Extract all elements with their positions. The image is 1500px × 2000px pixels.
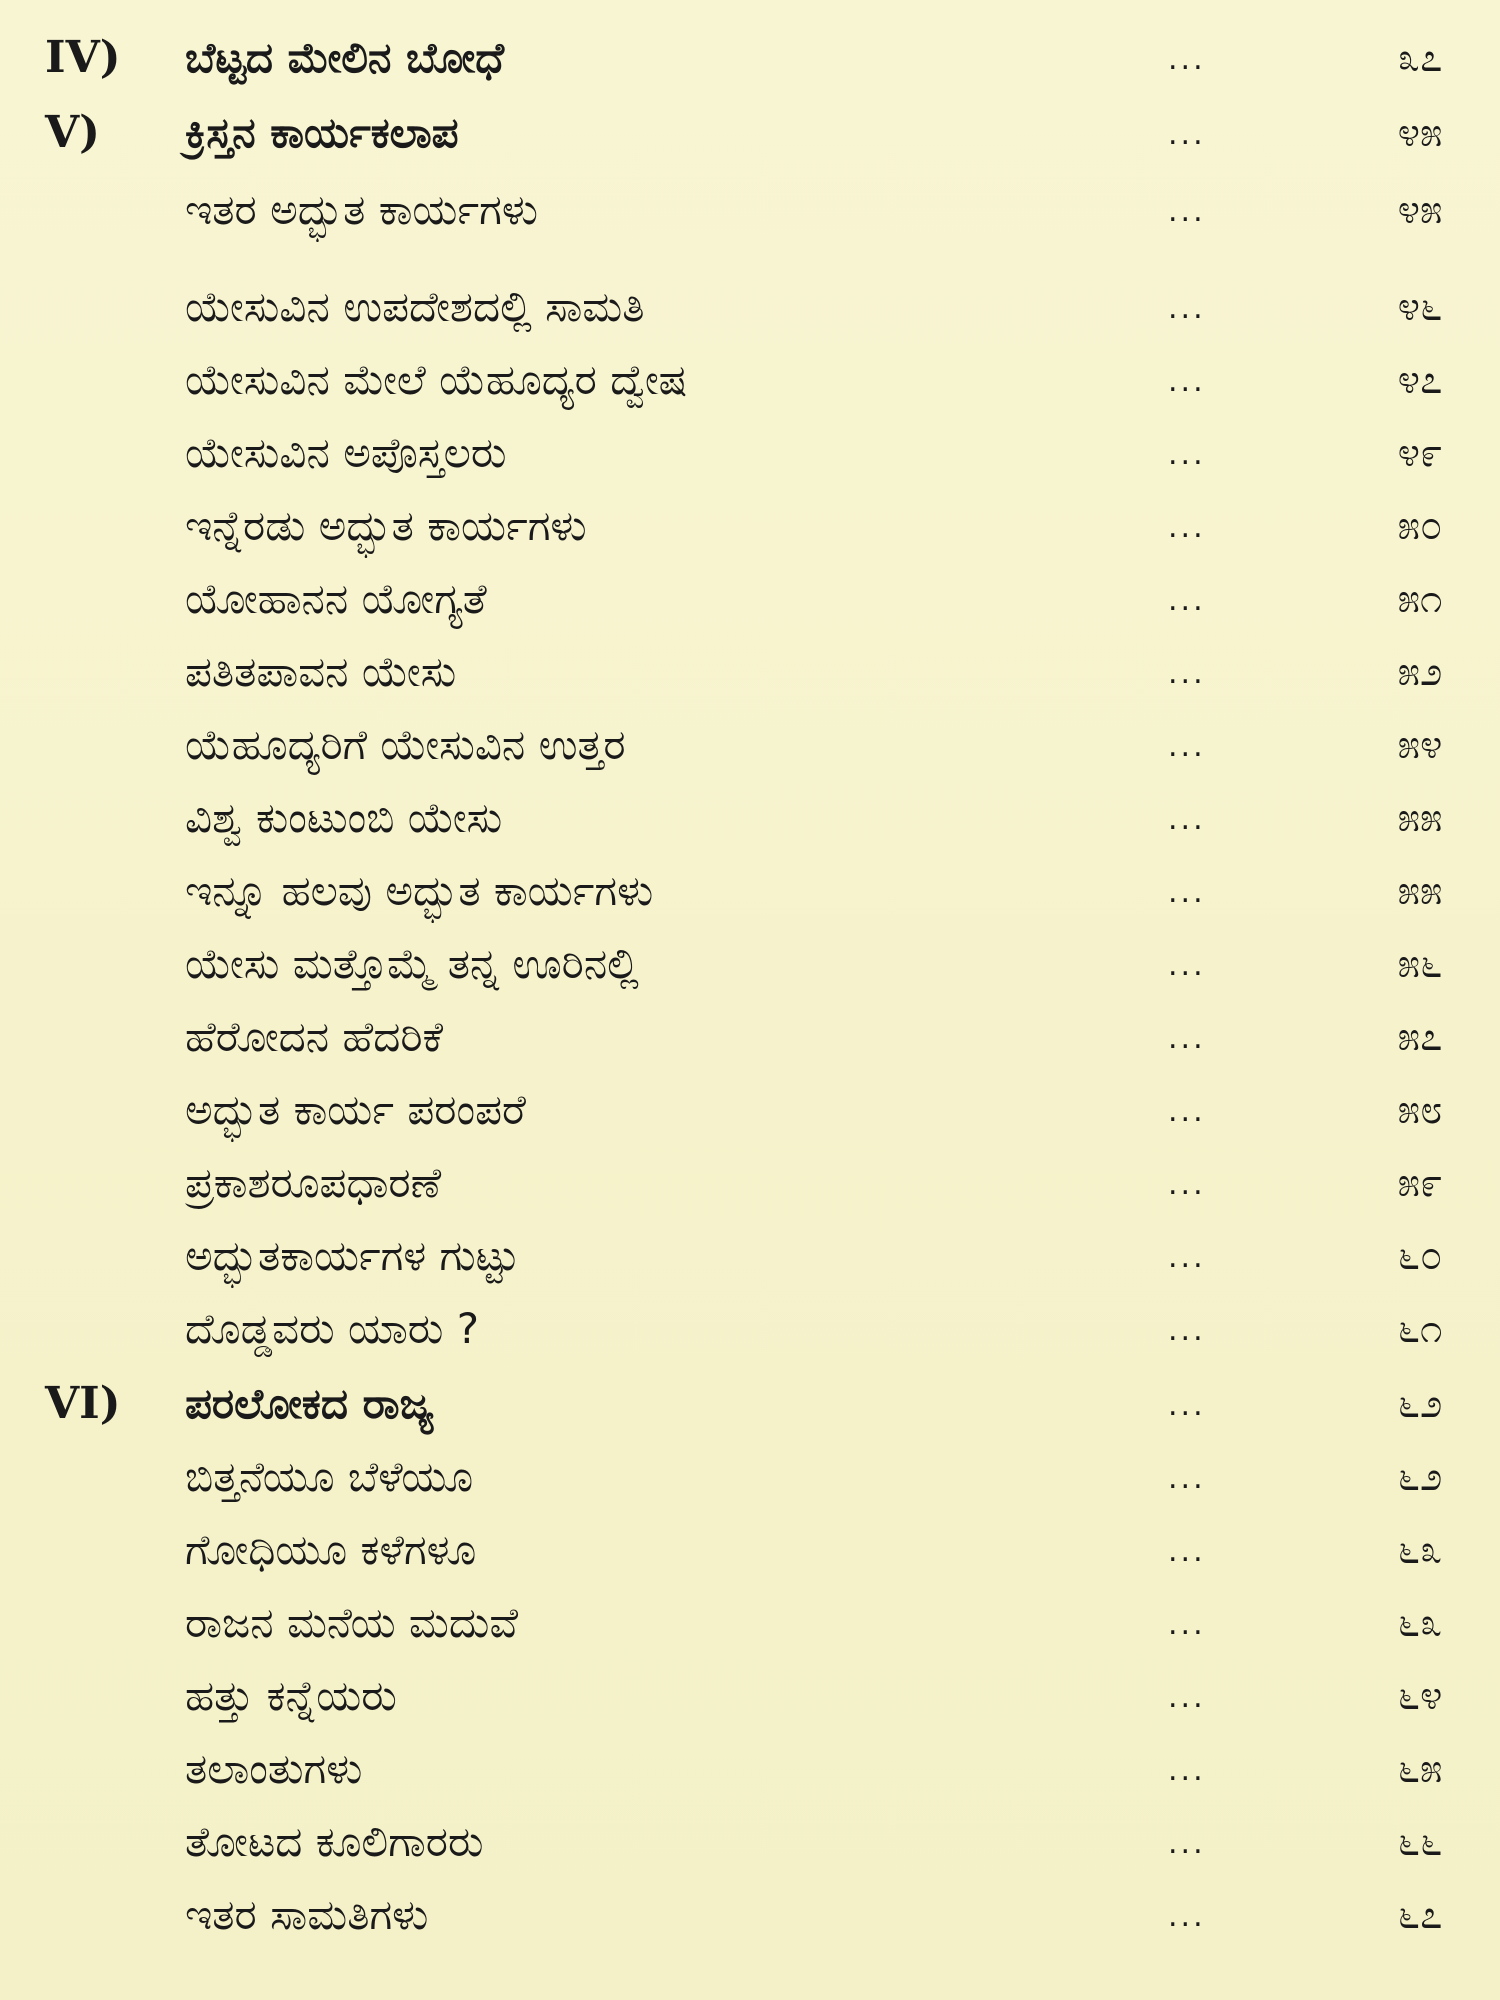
dot-leader: ...: [1168, 729, 1206, 764]
page-number: ೫೮: [1397, 1087, 1443, 1133]
toc-entry: [0, 642, 1500, 702]
entry-title: ತೋಟದ ಕೂಲಿಗಾರರು: [185, 1817, 484, 1866]
toc-entry: [0, 1374, 1500, 1434]
toc-entry: [0, 1593, 1500, 1653]
toc-entry: [0, 861, 1500, 921]
dot-leader: ...: [1168, 1899, 1206, 1934]
dot-leader: ...: [1168, 1680, 1206, 1715]
page-number: ೬೦: [1397, 1233, 1443, 1279]
dot-leader: ...: [1168, 875, 1206, 910]
entry-title: ಹತ್ತು ಕನ್ನೆಯರು: [185, 1671, 397, 1720]
dot-leader: ...: [1168, 1607, 1206, 1642]
toc-entry: [0, 715, 1500, 775]
toc-entry: [0, 1520, 1500, 1580]
entry-title: ಬೆಟ್ಟದ ಮೇಲಿನ ಬೋಧೆ: [185, 33, 505, 82]
toc-entry: [0, 277, 1500, 337]
page-number: ೪೫: [1397, 110, 1443, 156]
dot-leader: ...: [1168, 437, 1206, 472]
page-number: ೪೬: [1397, 284, 1443, 330]
entry-title: ಇನ್ನೆರಡು ಅದ್ಭುತ ಕಾರ್ಯಗಳು: [185, 501, 587, 550]
toc-entry: [0, 1007, 1500, 1067]
dot-leader: ...: [1168, 1094, 1206, 1129]
toc-entry: [0, 934, 1500, 994]
entry-title: ಪತಿತಪಾವನ ಯೇಸು: [185, 647, 457, 696]
page-number: ೫೨: [1397, 649, 1443, 695]
dot-leader: ...: [1168, 1021, 1206, 1056]
section-number: VI): [45, 1378, 121, 1429]
page-number: ೫೪: [1397, 722, 1443, 768]
dot-leader: ...: [1168, 583, 1206, 618]
section-number: IV): [45, 32, 121, 83]
entry-title: ಬಿತ್ತನೆಯೂ ಬೆಳೆಯೂ: [185, 1452, 474, 1501]
dot-leader: ...: [1168, 194, 1206, 229]
entry-title: ಹೆರೋದನ ಹೆದರಿಕೆ: [185, 1012, 444, 1061]
entry-title: ಇತರ ಸಾಮತಿಗಳು: [185, 1890, 429, 1939]
entry-title: ಯೇಸು ಮತ್ತೊಮ್ಮೆ ತನ್ನ ಊರಿನಲ್ಲಿ: [185, 939, 639, 988]
dot-leader: ...: [1168, 1167, 1206, 1202]
entry-title: ರಾಜನ ಮನೆಯ ಮದುವೆ: [185, 1598, 519, 1647]
entry-title: ಯೇಸುವಿನ ಮೇಲೆ ಯೆಹೂದ್ಯರ ದ್ವೇಷ: [185, 355, 688, 404]
page-number: ೫೧: [1397, 576, 1443, 622]
page-number: ೬೨: [1397, 1381, 1443, 1427]
dot-leader: ...: [1168, 42, 1206, 77]
toc-entry: [0, 1226, 1500, 1286]
dot-leader: ...: [1168, 117, 1206, 152]
toc-entry: [0, 1666, 1500, 1726]
page-number: ೬೫: [1397, 1746, 1443, 1792]
page-number: ೬೭: [1397, 1892, 1443, 1938]
page-number: ೬೪: [1397, 1673, 1443, 1719]
entry-title: ಪ್ರಕಾಶರೂಪಧಾರಣೆ: [185, 1158, 442, 1207]
toc-entry: [0, 496, 1500, 556]
page-number: ೬೧: [1397, 1306, 1443, 1352]
toc-entry: [0, 1080, 1500, 1140]
page-number: ೪೯: [1397, 430, 1443, 476]
toc-entry: [0, 1739, 1500, 1799]
page-number: ೬೩: [1397, 1600, 1443, 1646]
entry-title: ಗೋಧಿಯೂ ಕಳೆಗಳೂ: [185, 1525, 477, 1574]
entry-title: ಯೇಸುವಿನ ಅಪೊಸ್ತಲರು: [185, 428, 507, 477]
page-number: ೫೬: [1397, 941, 1443, 987]
toc-entry: [0, 1812, 1500, 1872]
dot-leader: ...: [1168, 802, 1206, 837]
toc-entry: [0, 1153, 1500, 1213]
page-number: ೫೯: [1397, 1160, 1443, 1206]
toc-entry: [0, 423, 1500, 483]
section-number: V): [45, 107, 100, 158]
dot-leader: ...: [1168, 1388, 1206, 1423]
entry-title: ಯೆಹೂದ್ಯರಿಗೆ ಯೇಸುವಿನ ಉತ್ತರ: [185, 720, 626, 769]
dot-leader: ...: [1168, 1240, 1206, 1275]
dot-leader: ...: [1168, 364, 1206, 399]
dot-leader: ...: [1168, 1753, 1206, 1788]
entry-title: ಅದ್ಭುತಕಾರ್ಯಗಳ ಗುಟ್ಟು: [185, 1231, 520, 1280]
toc-entry: [0, 350, 1500, 410]
dot-leader: ...: [1168, 656, 1206, 691]
entry-title: ಇತರ ಅದ್ಭುತ ಕಾರ್ಯಗಳು: [185, 185, 539, 234]
dot-leader: ...: [1168, 1313, 1206, 1348]
toc-entry: [0, 1885, 1500, 1945]
toc-entry: [0, 28, 1500, 88]
toc-entry: [0, 1299, 1500, 1359]
toc-entry: [0, 1447, 1500, 1507]
dot-leader: ...: [1168, 1461, 1206, 1496]
page-number: ೫೫: [1397, 868, 1443, 914]
entry-title: ಯೇಸುವಿನ ಉಪದೇಶದಲ್ಲಿ ಸಾಮತಿ: [185, 282, 645, 331]
entry-title: ಇನ್ನೂ ಹಲವು ಅದ್ಭುತ ಕಾರ್ಯಗಳು: [185, 866, 654, 915]
entry-title: ಪರಲೋಕದ ರಾಜ್ಯ: [185, 1379, 434, 1428]
toc-entry: [0, 180, 1500, 240]
dot-leader: ...: [1168, 291, 1206, 326]
entry-title: ದೊಡ್ಡವರು ಯಾರು ?: [185, 1304, 480, 1353]
page-number: ೫೫: [1397, 795, 1443, 841]
page-number: ೪೭: [1397, 357, 1443, 403]
toc-entry: [0, 788, 1500, 848]
dot-leader: ...: [1168, 1826, 1206, 1861]
toc-entry: [0, 103, 1500, 163]
entry-title: ಕ್ರಿಸ್ತನ ಕಾರ್ಯಕಲಾಪ: [185, 108, 459, 157]
entry-title: ಅದ್ಭುತ ಕಾರ್ಯ ಪರಂಪರೆ: [185, 1085, 526, 1134]
dot-leader: ...: [1168, 1534, 1206, 1569]
page-number: ೩೭: [1397, 35, 1443, 81]
entry-title: ಯೋಹಾನನ ಯೋಗ್ಯತೆ: [185, 574, 487, 623]
page-number: ೪೫: [1397, 187, 1443, 233]
entry-title: ತಲಾಂತುಗಳು: [185, 1744, 363, 1793]
entry-title: ವಿಶ್ವ ಕುಂಟುಂಬಿ ಯೇಸು: [185, 793, 503, 842]
page-number: ೫೭: [1397, 1014, 1443, 1060]
page-number: ೬೬: [1397, 1819, 1443, 1865]
page-number: ೬೨: [1397, 1454, 1443, 1500]
page-number: ೫೦: [1397, 503, 1443, 549]
page-number: ೬೩: [1397, 1527, 1443, 1573]
toc-entry: [0, 569, 1500, 629]
dot-leader: ...: [1168, 510, 1206, 545]
dot-leader: ...: [1168, 948, 1206, 983]
